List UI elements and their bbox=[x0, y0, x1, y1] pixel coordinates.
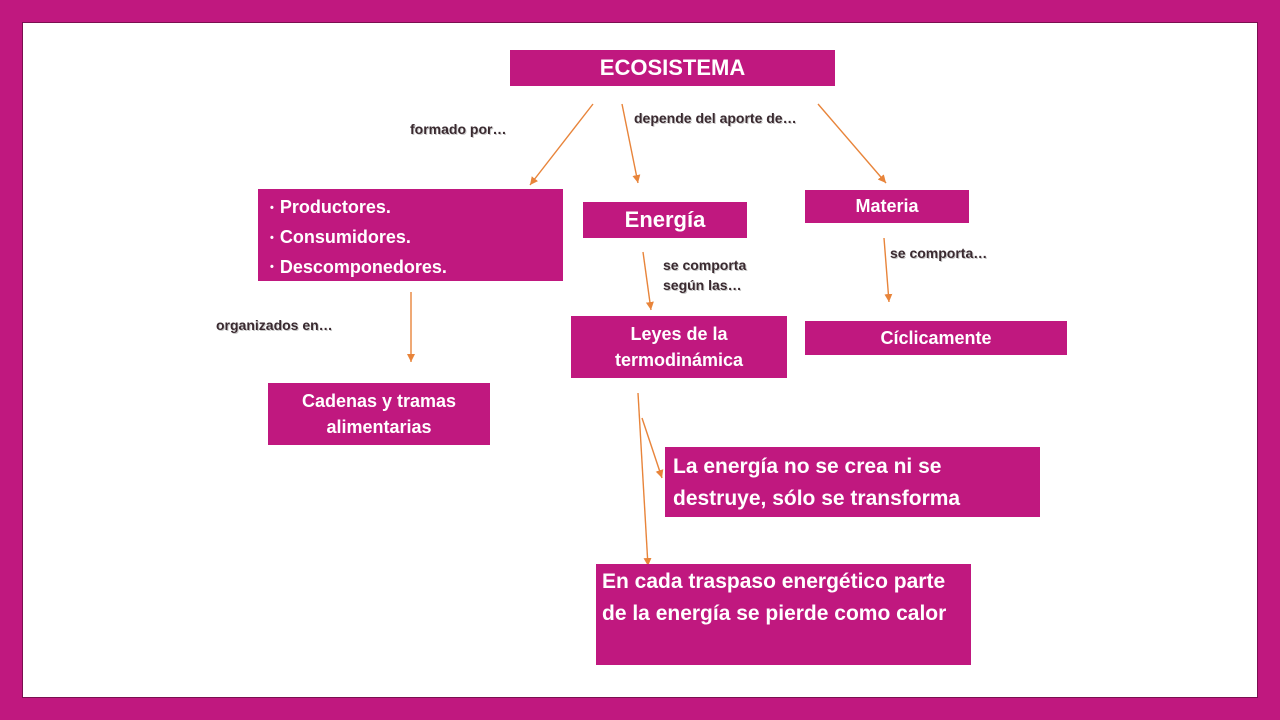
list-item: • Productores. bbox=[270, 197, 391, 217]
node-ecosistema-label: ECOSISTEMA bbox=[599, 55, 746, 80]
node-cadenas bbox=[268, 383, 490, 445]
node-energia-label: Energía bbox=[624, 207, 706, 232]
link-comporta: se comporta… bbox=[890, 245, 988, 261]
node-ley1 bbox=[665, 447, 1040, 517]
node-leyes-label: Leyes de la termodinámica bbox=[614, 324, 744, 370]
componentes-list bbox=[270, 193, 563, 282]
node-materia-label: Materia bbox=[855, 196, 919, 216]
list-item: • Consumidores. bbox=[270, 226, 411, 247]
link-organizados: organizados en… bbox=[216, 317, 333, 333]
link-comporta-segun: se comporta según las… bbox=[663, 257, 747, 293]
link-formado-por: formado por… bbox=[410, 121, 507, 137]
link-depende: depende del aporte de… bbox=[634, 110, 797, 126]
node-ciclicamente bbox=[805, 321, 1067, 355]
node-energia bbox=[583, 202, 747, 238]
node-ley2-label: En cada traspaso energético parte de la energía se pierde como calor bbox=[602, 570, 947, 625]
node-componentes bbox=[258, 189, 563, 281]
node-cadenas-label: Cadenas y tramas alimentarias bbox=[301, 391, 457, 437]
node-leyes bbox=[571, 316, 787, 378]
node-ley2 bbox=[596, 564, 971, 665]
list-item: • Descomponedores. bbox=[270, 256, 447, 277]
node-ecosistema bbox=[510, 50, 835, 86]
node-ciclicamente-label: Cíclicamente bbox=[880, 327, 992, 348]
node-ley1-label: La energía no se crea ni se destruye, sólo se transforma bbox=[673, 455, 961, 510]
node-materia bbox=[805, 190, 969, 223]
